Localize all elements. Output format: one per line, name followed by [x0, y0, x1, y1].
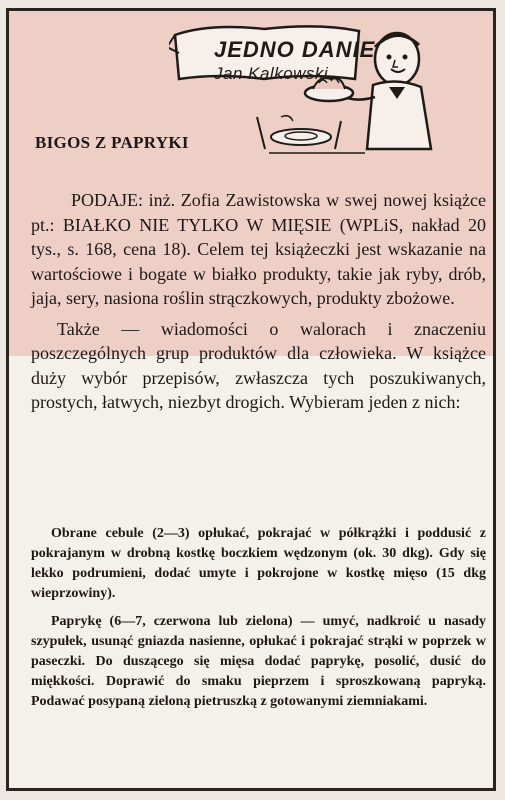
recipe-instructions: [31, 524, 486, 712]
article-frame: [6, 8, 496, 791]
intro-text: [31, 188, 486, 415]
recipe-step: Obrane cebule (2—3) opłukać, pokrajać w półkrążki i poddusić z pokrajanym w drobną kostkę boczkiem wędzonym (ok. 30 dkg). Gdy się lekko podrumieni, dodać umyte i pokrojone w kostkę mięso (15 dkg wieprzowiny).: [31, 526, 486, 601]
recipe-step: Paprykę (6—7, czerwona lub zielona) — umyć, nadkroić u nasady szypułek, usunąć gniazda nasienne, opłukać i pokrajać strąki w poprzek w paseczki. Do duszącego się mięsa dodać paprykę, posolić, dusić do miękkości. Doprawić do smaku pieprzem i sproszkowaną papryką. Podawać posypaną zieloną pietruszką z gotowanymi ziemniakami.: [31, 614, 486, 709]
intro-paragraph: PODAJE: inż. Zofia Zawistowska w swej nowej książce pt.: BIAŁKO NIE TYLKO W MIĘSIE (WPLiS, nakład 20 tys., s. 168, cena 18). Celem tej książeczki jest wskazanie na wartościowe i bogate w białko produkty, takie jak ryby, drób, jaja, sery, nasiona roślin strączkowych, produkty zbożowe.: [31, 190, 486, 308]
column-author: Jan Kalkowski: [214, 64, 329, 83]
recipe-title: BIGOS Z PAPRYKI: [35, 133, 189, 152]
column-title: JEDNO DANIE: [214, 37, 376, 62]
intro-paragraph: Także — wiadomości o walorach i znaczeniu poszczególnych grup produktów dla człowieka. W książce duży wybór przepisów, zwłaszcza tych poszukiwanych, prostych, łatwych, niezbyt drogich. Wybieram jeden z nich:: [31, 318, 486, 412]
